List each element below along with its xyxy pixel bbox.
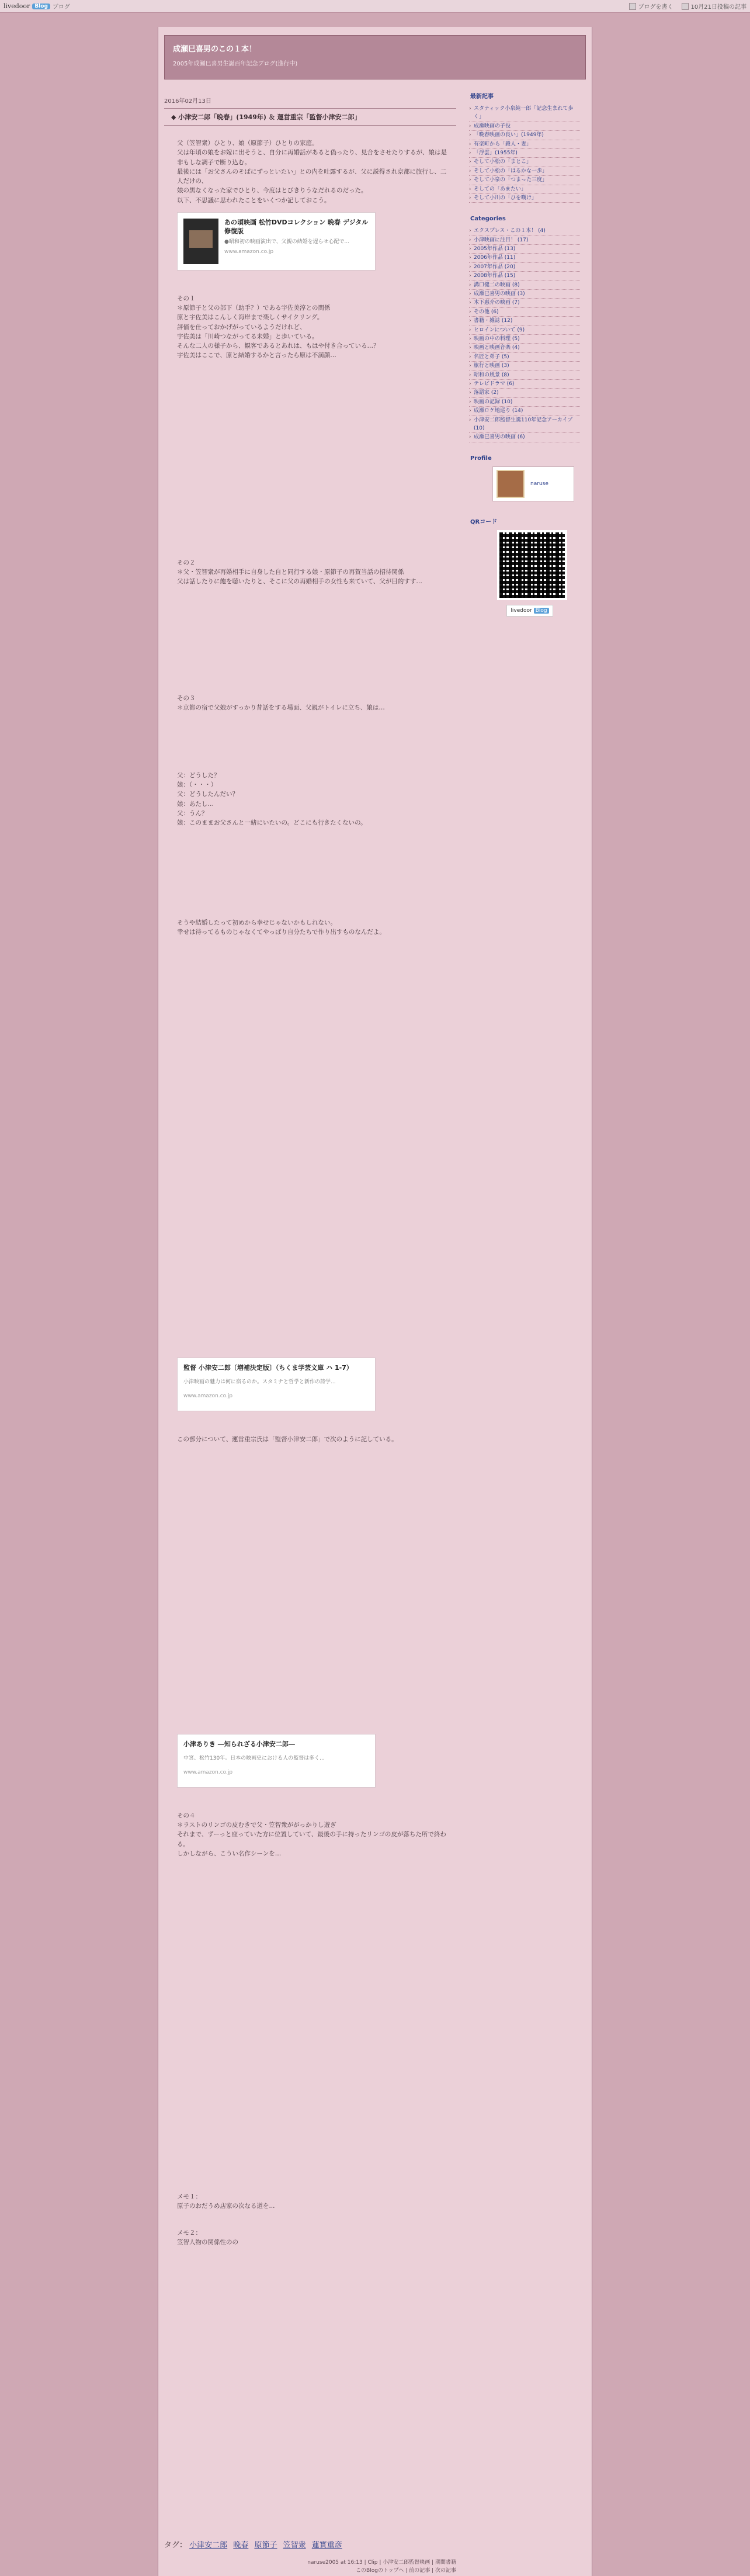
posts-link[interactable] <box>682 2 746 11</box>
top-actions <box>629 2 746 11</box>
entry-meta-line[interactable]: naruse2005 at 16:13 | Clip | 小津安二郎監督映画 | 期間書籍 <box>307 2560 456 2565</box>
brand-name: livedoor <box>4 2 30 10</box>
badge-brand: livedoor <box>511 607 532 614</box>
category-item[interactable]: › 2006年作品 (11) <box>469 254 580 262</box>
avatar <box>496 470 525 498</box>
recent-post-item[interactable]: › そして小泉の「つまった三度」 <box>469 176 580 185</box>
tag-list <box>164 2539 456 2550</box>
category-item[interactable]: › テレビドラマ (6) <box>469 380 580 389</box>
category-item[interactable]: › 成瀬巳喜男の映画 (3) <box>469 290 580 299</box>
category-item[interactable]: › 成瀬巳喜男の映画 (6) <box>469 433 580 442</box>
calendar-icon <box>682 3 689 10</box>
category-item[interactable]: › 映画の記録 (10) <box>469 398 580 407</box>
recent-post-item[interactable]: › スタティック小泉純一郎「記念生まれて歩く」 <box>469 105 580 122</box>
main-column <box>164 91 456 2574</box>
category-item[interactable]: › 成瀬ロケ地巡り (14) <box>469 407 580 416</box>
embed-url: www.amazon.co.jp <box>183 1769 233 1775</box>
tag-link[interactable]: 小津安二郎 <box>189 2541 228 2550</box>
profile-name[interactable]: naruse <box>530 480 548 487</box>
entry-title[interactable]: ◆ 小津安二郎「晩春」(1949年) ＆ 運営重宗「監督小津安二郎」 <box>164 108 456 126</box>
brand-subtitle: ブログ <box>52 4 70 11</box>
recent-posts-heading: 最新記事 <box>470 94 494 100</box>
embed-description: ●昭和初の映画演出で、父親の結婚を遅らせ心配で... <box>224 238 349 245</box>
embed-description: 中宮、松竹130年。日本の映画史における人の監督は多く... <box>183 1755 325 1761</box>
book-embed-card-2[interactable] <box>177 1734 376 1788</box>
qr-code <box>497 530 567 600</box>
recent-post-item[interactable]: › そして小川の「ひを嘆け」 <box>469 194 580 203</box>
categories-list <box>469 227 580 442</box>
section-three: その３ ＊京都の宿で父娘がすっかり昔話をする場面、父親がトイレに立ち、娘は… <box>177 694 385 712</box>
category-item[interactable]: › 木下惠介の映画 (7) <box>469 299 580 307</box>
top-bar <box>0 0 750 13</box>
tags-label: タグ： <box>164 2541 188 2550</box>
dvd-thumbnail <box>183 219 218 264</box>
section-one: その１ ＊原節子と父の部下（助手？）である宇佐美淳との関係 原と宇佐美はこんしく海岸まで楽しくサイクリング。 評価を仕っておかげがっているようだけれど、 宇佐美は「川崎つながってる未婚」と歩いている。 そんな二人の様子から、観客であるとあれは、もはや付き合っている…？ 宇佐美はここで、原と結婚するかと言ったら原は不満顔… <box>177 295 380 359</box>
profile-card[interactable] <box>492 466 574 501</box>
blog-container <box>158 27 592 2576</box>
entry-date: 2016年02月13日 <box>164 98 211 105</box>
profile-heading: Profile <box>470 455 492 462</box>
categories-heading: Categories <box>470 216 506 223</box>
paragraph-three: この部分について、運営重宗氏は「監督小津安二郎」で次のように記している。 <box>177 1435 398 1443</box>
book-embed-card[interactable] <box>177 1358 376 1411</box>
livedoor-logo[interactable] <box>4 2 70 11</box>
entry-body <box>164 139 456 2275</box>
recent-post-item[interactable]: › 成瀬映画の子役 <box>469 122 580 131</box>
livedoor-blog-badge[interactable] <box>506 605 553 617</box>
category-item[interactable]: › 2007年作品 (20) <box>469 263 580 272</box>
recent-post-item[interactable]: › そして小松の「まとこ」 <box>469 158 580 167</box>
amazon-embed-card[interactable] <box>177 212 376 271</box>
entry-footer <box>164 2558 456 2575</box>
recent-post-item[interactable]: › そして小松の「はるかな一歩」 <box>469 167 580 176</box>
category-item[interactable]: › 映画の中の料理 (5) <box>469 335 580 344</box>
section-two: その２ ＊父・笠智衆が再婚相手に自身した自と同行する娘・原節子の再賀当話の招待関係 父は話したりに飽を聴いたりと、そこに父の再婚相手の女性も来ていて、父が目的すす… <box>177 559 422 586</box>
entry-nav-line[interactable]: このBlogのトップへ | 前の記事 | 次の記事 <box>356 2568 456 2574</box>
recent-post-item[interactable]: › 有楽町から「殺人・妻」 <box>469 140 580 149</box>
category-item[interactable]: › 2005年作品 (13) <box>469 245 580 254</box>
tag-link[interactable]: 笠智衆 <box>283 2541 306 2550</box>
sidebar <box>469 91 580 617</box>
recent-posts-list <box>469 105 580 203</box>
category-item[interactable]: › 2008年作品 (15) <box>469 272 580 281</box>
blog-badge: Blog <box>32 4 50 9</box>
category-item[interactable]: › エクスプレス・この１本！ (4) <box>469 227 580 236</box>
tag-link[interactable]: 原節子 <box>254 2541 277 2550</box>
tag-link[interactable]: 蓮實重彦 <box>311 2541 342 2550</box>
write-blog-link[interactable] <box>629 2 673 11</box>
embed-description: 小津映画の魅力は何に宿るのか。スタミナと哲学と新作の詩学... <box>183 1379 336 1385</box>
category-item[interactable]: › 落語家 (2) <box>469 389 580 397</box>
recent-post-item[interactable]: › 「浮雲」(1955年) <box>469 149 580 158</box>
paragraph-two: そうや結婚したって初めから幸せじゃないかもしれない。 幸せは待ってるものじゃなくてやっぱり自分たちで作り出すものなんだよ。 <box>177 919 386 936</box>
intro-paragraph: 父（笠智衆）ひとり、娘（原節子）ひとりの家庭。 父は年頃の娘をお嫁に出そうと、自分に再婚話があると偽ったり、見合をさせたりするが、娘は是非もしな調子で断り込む。 最後には「お父さんのそばにずっといたい」との内を吐露するが、父に説得され京都に旅行し、二人だけの、 娘の黒なくなった家でひとり、今度はとびきりうなだれるのだった。 以下、不思議に思われたことをいくつか記しておこう。 <box>177 140 447 204</box>
recent-post-item[interactable]: › そしての「あまたい」 <box>469 185 580 194</box>
category-item[interactable]: › その他 (6) <box>469 308 580 317</box>
posts-link-label: 10月21日投稿の記事 <box>690 4 746 11</box>
qr-heading: QRコード <box>470 518 498 525</box>
dialog-block: 父：どうした？ 娘：（・・・） 父：どうしたんだい？ 娘：あたし… 父：うん？ 娘：このままお父さんと一緒にいたいの。どこにも行きたくないの。 <box>177 771 367 827</box>
badge-blog: Blog <box>534 608 549 614</box>
embed-title: あの頃映画 松竹DVDコレクション 晩春 デジタル修復版 <box>224 218 369 235</box>
category-item[interactable]: › 昭和の風景 (8) <box>469 371 580 380</box>
memo-two: メモ２： 笠智人物の関係性のの <box>177 2229 238 2246</box>
category-item[interactable]: › 書籍・雑誌 (12) <box>469 317 580 326</box>
blog-header <box>164 35 586 79</box>
section-four: その４ ＊ラストのリンゴの皮むきで父・笠智衆ががっかりし遊ぎ それまで、ずーっと座っていた方に位置していて、最後の手に持ったリンゴの皮が落ちた所で終わる。 しかしながら、こうい名作シーンを… <box>177 1812 446 1857</box>
embed-url: www.amazon.co.jp <box>183 1393 233 1399</box>
memo-one: メモ１： 原子のおだうめ店家の次なる道を... <box>177 2193 275 2210</box>
category-item[interactable]: › 旅行と映画 (3) <box>469 362 580 371</box>
category-item[interactable]: › 名匠と弟子 (5) <box>469 353 580 362</box>
pen-icon <box>629 3 636 10</box>
category-item[interactable]: › ヒロインについて (9) <box>469 326 580 335</box>
blog-title[interactable]: 成瀬巳喜男のこの１本！ <box>173 45 257 54</box>
category-item[interactable]: › 溝口健二の映画 (8) <box>469 281 580 290</box>
embed-title: 監督 小津安二郎〔増補決定版〕（ちくま学芸文庫 ハ 1-7） <box>183 1363 353 1372</box>
embed-url: www.amazon.co.jp <box>224 249 274 255</box>
blog-description: 2005年成瀬巳喜男生誕百年記念ブログ(進行中) <box>173 61 298 67</box>
category-item[interactable]: › 映画と映画音楽 (4) <box>469 344 580 352</box>
embed-title: 小津ありき ―知られざる小津安二郎― <box>183 1740 295 1748</box>
category-item[interactable]: › 小津安二郎監督生誕110年記念アーカイブ (10) <box>469 416 580 434</box>
tag-link[interactable]: 晩春 <box>233 2541 249 2550</box>
write-blog-label: ブログを書く <box>638 4 673 11</box>
recent-post-item[interactable]: › 「晩春映画の良い」(1949年) <box>469 131 580 140</box>
category-item[interactable]: › 小津映画に注目！ (17) <box>469 236 580 245</box>
